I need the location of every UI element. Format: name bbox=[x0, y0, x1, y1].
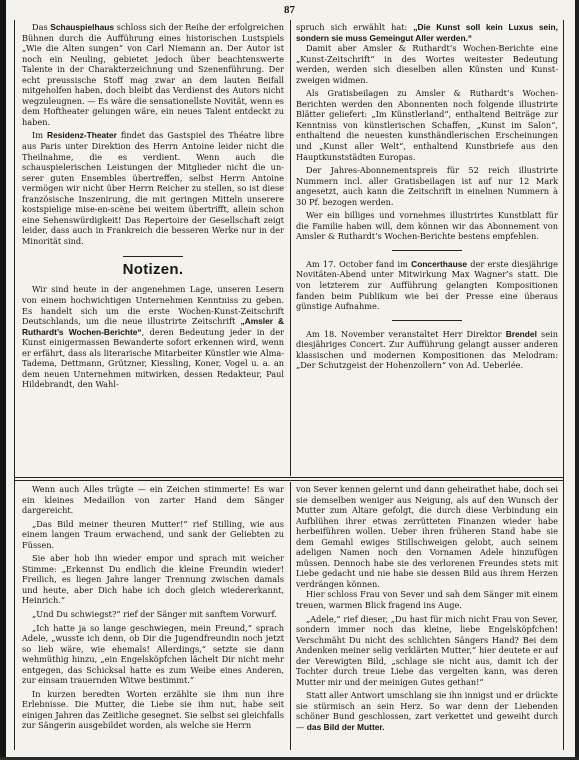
paragraph bbox=[296, 614, 558, 688]
lower-right-column bbox=[296, 484, 558, 749]
text-run: Im bbox=[32, 130, 48, 141]
text-run: Am 18. November veranstaltet Herr Direktor bbox=[306, 328, 506, 339]
paragraph bbox=[22, 484, 284, 516]
article-separator bbox=[392, 250, 462, 251]
text-run: Damit aber Amsler & Ruthardt’s Wochen-Berichte eine „Kunst-Zeitschrift“ in des Wortes weitester Bedeutung werden, werden sich dieselben allen Künsten und Kunstzweigen widmen. bbox=[296, 43, 558, 85]
paragraph bbox=[296, 690, 558, 732]
text-run: Am 17. October fand im bbox=[306, 258, 412, 269]
text-run: Der Jahres-Abonnementspreis für 52 reich illustrirte Nummern incl. aller Gratisbeilagen ist auf nur 12 Mark angesetzt, auch kann die Zeitschrift in einelnen Nummern à 30 Pf. bezogen werden. bbox=[296, 165, 558, 207]
paragraph bbox=[22, 519, 284, 551]
paragraph bbox=[296, 484, 558, 589]
text-run: der erste diesjährige Novitäten-Abend unter Mitwirkung Max Wagner’s statt. Die von letzterem zur Aufführung gelangten Kompositionen fanden beim Publikum wie bei der Presse eine überaus günstige Aufnahme. bbox=[296, 258, 558, 312]
paragraph bbox=[22, 553, 284, 606]
text-run: Das bbox=[32, 22, 51, 32]
column-divider-lower bbox=[290, 482, 291, 750]
article-separator bbox=[392, 320, 462, 321]
paragraph bbox=[296, 210, 558, 242]
upper-left-column bbox=[22, 22, 284, 474]
text-run: findet das Gastspiel des Théatre libre aus Paris unter Direktion des Herrn Antoine leider nicht die Theilnahme, die es verdient. Wenn auch die schauspielerischen Leistungen der Mitglieder nicht die unserer guten Ensembles übertreffen, selbst Herrn Antoine vermögen wir nicht über Herrn Reicher zu stellen, so ist diese französische Inszenirung, die mit geringen Mitteln unserere kostspielige mise-en-scène bei weitem übertrifft, allein schon eine Sehenswürdigkeit! Das Repertoire der Gesellschaft zeigt leider, dass auch in Frankreich die besseren Werke nur in der Minorität sind. bbox=[22, 130, 284, 246]
emphasis-text: das Bild der Mutter. bbox=[306, 722, 385, 733]
scan-shadow-right bbox=[575, 0, 579, 760]
lower-left-column bbox=[22, 484, 284, 749]
paragraph bbox=[22, 689, 284, 731]
emphasis-text: Residenz-Theater bbox=[47, 130, 117, 141]
notizen-rule bbox=[123, 256, 183, 257]
paragraph bbox=[296, 22, 558, 43]
section-divider-rule-2 bbox=[14, 480, 564, 481]
paragraph bbox=[296, 165, 558, 207]
text-run: Wer ein billiges und vornehmes illustrirtes Kunstblatt für die Familie haben will, dem können wir das Abonnement von Amsler & Ruthardt’s Wochen-Berichte bestens empfehlen. bbox=[296, 210, 558, 242]
paragraph bbox=[296, 88, 558, 162]
text-run: sein diesjähriges Concert. Zur Aufführung gelangt ausser anderen klassischen und modernen Kompositionen das Melodram: „Der Schutzgeist der Hohenzollern“ von Ad. Ueberlée. bbox=[296, 328, 558, 371]
page-number: 87 bbox=[284, 4, 295, 16]
upper-right-column bbox=[296, 22, 558, 474]
text-run: von Sever kennen gelernt und dann geheirathet habe, doch sei sie demselben weniger aus Neigung, als auf den Wunsch der Mutter zum Altare gefolgt, die durch diese Verbindung ein Aufblühen ihrer etwas zerrütteten Finanzen wieder habe herbeiführen wollen. Ueber ihren früheren Stand habe sie dem Gemahl ewiges Stillschweigen gelobt, auch seinem adeligen Namen noch den Vornamen Adele hinzufügen müssen. Dennoch habe sie des verlorenen Freundes stets mit Liebe gedacht und nie habe sie dessen Bild aus ihrem Herzen verdrängen können. bbox=[296, 484, 558, 589]
text-run: „Und Du schwiegst?“ rief der Sänger mit sanftem Vorwurf. bbox=[32, 609, 277, 620]
text-run: schloss sich der Reihe der erfolgreichen Bühnen durch die Aufführung eines historischen Lustspiels „Wie die Alten sungen“ von Carl Niemann an. Der Autor ist noch ein Neuling, gebietet jedoch über beachtenswerte Talente in der Charakterzeichnung und Szenenführung. Der echt preussische Stoff mag zwar an dem lauten Beifall mitgeholfen haben, doch bleibt das Verdienst des Autors nicht wegzuleugnen. — Es wäre die sensationellste Novität, wenn es dem Hoftheater gelungen wäre, ein neues Talent entdeckt zu haben. bbox=[22, 22, 284, 127]
paragraph bbox=[296, 259, 558, 312]
paragraph bbox=[296, 329, 558, 371]
paragraph bbox=[296, 589, 558, 610]
text-run: „Das Bild meiner theuren Mutter!“ rief Stilling, wie aus einem langen Traum erwachend, und sank der Geliebten zu Füssen. bbox=[22, 518, 284, 550]
text-run: spruch sich erwählt hat: bbox=[296, 22, 414, 32]
text-run: In kurzen beredten Worten erzählte sie ihm nun ihre Erlebnisse. Die Mutter, die Liebe sie ihm nut, habe seit einigen Jahren das Zeitliche gesegnet. Sie selbst sei gleichfalls zur Sängerin ausgebildet worden, als welche sie Herrn bbox=[22, 688, 284, 731]
text-run: Statt aller Antwort umschlang sie ihn innigst und er drückte sie stürmisch an sein Herz. So war denn der Liebenden schöner Bund geschlossen, zart verkettet und geweiht durch — bbox=[296, 690, 558, 733]
frame-right-rule bbox=[563, 20, 564, 750]
scan-shadow-left bbox=[0, 0, 6, 760]
emphasis-text: Concerthause bbox=[411, 258, 468, 269]
text-run: Als Gratisbeilagen zu Amsler & Ruthardt’s Wochen-Berichten werden den Abonnenten noch folgende illustrirte Blätter geliefert: „Im Künstlerland“, enthaltend Beiträge zur Kenntniss von künstlerischen Schaffen, „Kunst im Salon“, enthaltend die neuesten kunsthändlerischen Erscheinungen und „Kunst aller Welt“, enthaltend Kunstbriefe aus den Hauptkunststädten Europas. bbox=[296, 88, 558, 162]
notizen-heading: Notizen. bbox=[122, 261, 184, 279]
paragraph bbox=[22, 609, 284, 620]
text-run: Sie aber hob ihn wieder empor und sprach mit weicher Stimme: „Erkennst Du endlich die kleine Freundin wieder! Freilich, es liegen Jahre langer Trennung zwischen damals und heute, aber Dich habe ich doch gleich wiedererkannt, Heinrich.“ bbox=[22, 553, 284, 606]
text-run: Wir sind heute in der angenehmen Lage, unseren Lesern von einem hochwichtigen Unternehmen Kenntniss zu geben. Es handelt sich um die erste Wochen-Kunst-Zeitschrift Deutschlands, um die neue illustrirte Zeitschrift bbox=[22, 284, 284, 327]
text-run: „Adele,“ rief dieser, „Du hast für mich nicht Frau von Sever, sondern immer noch das kleine, liebe Engelsköpfchen! Verschmäht Du nicht des schlichten Sängers Hand? Bei dem Andenken meiner selig verklärten Mutter,“ hier deutete er auf der Verewigten Bild, „schlage sie nicht aus, damit ich der Tochter durch treue Liebe das vergelten kann, was deren Mutter mir und der meinigen Gutes gethan!“ bbox=[296, 613, 558, 687]
emphasis-text: Schauspielhaus bbox=[50, 22, 115, 32]
paragraph bbox=[22, 22, 284, 127]
emphasis-text: Brendel bbox=[505, 328, 537, 339]
text-run: „Ich hatte ja so lange geschwiegen, mein Freund,“ sprach Adele, „wusste ich denn, ob Dir die Jugendfreundin noch jetzt so lieb wäre, wie ehemals! Allerdings,“ setzte sie dann wehmüthig hinzu, „ein Engelsköpfchen lächelt Dir nicht mehr entgegen, das Schicksal hatte es zum Weibe eines Anderen, zur einsam trauernden Witwe bestimmt.“ bbox=[22, 622, 284, 686]
section-divider-rule bbox=[14, 477, 564, 478]
paragraph bbox=[22, 284, 284, 389]
emphasis-text: „Amsler & Ruthardt’s Wochen-Berichte“ bbox=[22, 316, 284, 337]
text-run: Hier schloss Frau von Sever und sah dem Sänger mit einem treuen, warmen Blick fragend ins Auge. bbox=[296, 589, 558, 611]
emphasis-text: „Die Kunst soll kein Luxus sein, sondern sie muss Gemeingut Aller werden.“ bbox=[296, 22, 558, 43]
column-divider-upper bbox=[290, 20, 291, 476]
frame-left-rule bbox=[14, 20, 15, 750]
text-run: , deren Bedeutung jeder in der Kunst einigermassen Bewanderte sofort erkennen wird, wenn er erfährt, dass als literarische Mitarbeiter Künstler wie Alma-Tadema, Dettmann, Grützner, Kiessling, Koner, Vogel u. a. an dem neuen Unternehmen mitwirken, dessen Redakteur, Paul Hildebrandt, den Wahl- bbox=[22, 326, 284, 390]
text-run: Wenn auch Alles trügte — ein Zeichen stimmerte! Es war ein kleines Medaillon von zarter Hand dem Sänger dargereicht. bbox=[22, 484, 284, 516]
paragraph bbox=[22, 130, 284, 246]
paragraph bbox=[296, 43, 558, 85]
paragraph bbox=[22, 623, 284, 686]
